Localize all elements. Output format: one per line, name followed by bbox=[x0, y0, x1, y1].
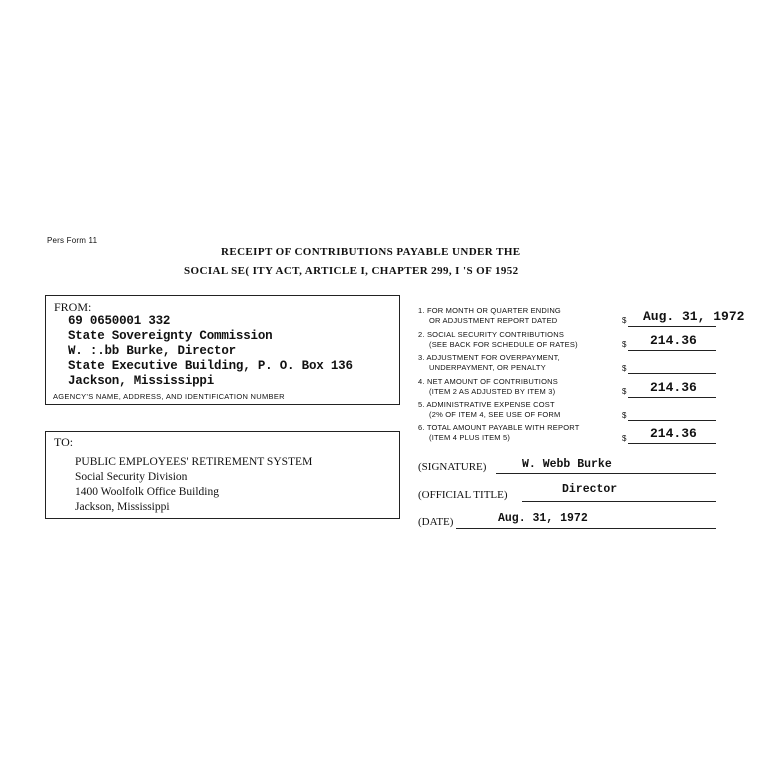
item-label-line2: (SEE BACK FOR SCHEDULE OF RATES) bbox=[429, 340, 578, 349]
to-box bbox=[45, 431, 400, 519]
date-value: Aug. 31, 1972 bbox=[498, 512, 588, 525]
date-line bbox=[456, 528, 716, 529]
item-label-line2: (ITEM 2 AS ADJUSTED BY ITEM 3) bbox=[429, 387, 556, 396]
item-number: 5. bbox=[418, 400, 425, 409]
item-2 bbox=[418, 330, 578, 350]
item-1-value: Aug. 31, 1972 bbox=[643, 309, 745, 324]
item-label-line1: ADMINISTRATIVE EXPENSE COST bbox=[426, 400, 555, 409]
form-title-line-2: SOCIAL SE( ITY ACT, ARTICLE I, CHAPTER 299, I 'S OF 1952 bbox=[184, 265, 519, 277]
recipient-division: Social Security Division bbox=[75, 471, 188, 483]
form-number: Pers Form 11 bbox=[47, 236, 98, 245]
item-label-line1: SOCIAL SECURITY CONTRIBUTIONS bbox=[426, 330, 565, 339]
item-4-value: 214.36 bbox=[650, 380, 697, 395]
item-label-line2: OR ADJUSTMENT REPORT DATED bbox=[429, 316, 558, 325]
item-number: 4. bbox=[418, 377, 425, 386]
item-1-line bbox=[628, 326, 716, 327]
currency-symbol: $ bbox=[622, 340, 627, 349]
from-label: FROM: bbox=[54, 300, 92, 314]
from-box bbox=[45, 295, 400, 405]
agency-city: Jackson, Mississippi bbox=[68, 374, 215, 388]
item-4-line bbox=[628, 397, 716, 398]
item-label-line2: (ITEM 4 PLUS ITEM 5) bbox=[429, 433, 511, 442]
official-title-line bbox=[522, 501, 716, 502]
item-6-value: 214.36 bbox=[650, 426, 697, 441]
item-number: 2. bbox=[418, 330, 425, 339]
signature-value: W. Webb Burke bbox=[522, 458, 612, 471]
agency-director: W. :.bb Burke, Director bbox=[68, 344, 236, 358]
item-6-line bbox=[628, 443, 716, 444]
form-title-line-1: RECEIPT OF CONTRIBUTIONS PAYABLE UNDER THE bbox=[221, 246, 521, 258]
item-3 bbox=[418, 353, 560, 373]
item-3-line bbox=[628, 373, 716, 374]
item-2-value: 214.36 bbox=[650, 333, 697, 348]
item-1 bbox=[418, 306, 561, 326]
currency-symbol: $ bbox=[622, 411, 627, 420]
item-label-line1: ADJUSTMENT FOR OVERPAYMENT, bbox=[426, 353, 560, 362]
from-caption: AGENCY'S NAME, ADDRESS, AND IDENTIFICATION NUMBER bbox=[53, 392, 285, 401]
to-label: TO: bbox=[54, 435, 74, 449]
official-title-value: Director bbox=[562, 483, 618, 496]
item-label-line1: NET AMOUNT OF CONTRIBUTIONS bbox=[426, 377, 558, 386]
signature-line bbox=[496, 473, 716, 474]
currency-symbol: $ bbox=[622, 364, 627, 373]
item-label-line1: FOR MONTH OR QUARTER ENDING bbox=[426, 306, 561, 315]
agency-name: State Sovereignty Commission bbox=[68, 329, 273, 343]
item-6 bbox=[418, 423, 580, 443]
item-number: 6. bbox=[418, 423, 425, 432]
item-4 bbox=[418, 377, 558, 397]
item-number: 1. bbox=[418, 306, 425, 315]
agency-address: State Executive Building, P. O. Box 136 bbox=[68, 359, 353, 373]
recipient-building: 1400 Woolfolk Office Building bbox=[75, 486, 219, 498]
recipient-name: PUBLIC EMPLOYEES' RETIREMENT SYSTEM bbox=[75, 456, 313, 468]
official-title-label: (OFFICIAL TITLE) bbox=[418, 489, 508, 501]
item-label-line2: UNDERPAYMENT, OR PENALTY bbox=[429, 363, 546, 372]
currency-symbol: $ bbox=[622, 387, 627, 396]
agency-id-number: 69 0650001 332 bbox=[68, 314, 171, 328]
item-2-line bbox=[628, 350, 716, 351]
item-5-line bbox=[628, 420, 716, 421]
signature-label: (SIGNATURE) bbox=[418, 461, 487, 473]
item-number: 3. bbox=[418, 353, 425, 362]
date-label: (DATE) bbox=[418, 516, 454, 528]
recipient-city: Jackson, Mississippi bbox=[75, 501, 170, 513]
item-label-line2: (2% OF ITEM 4, SEE USE OF FORM bbox=[429, 410, 561, 419]
item-5 bbox=[418, 400, 560, 420]
currency-symbol: $ bbox=[622, 434, 627, 443]
item-label-line1: TOTAL AMOUNT PAYABLE WITH REPORT bbox=[426, 423, 580, 432]
currency-symbol: $ bbox=[622, 316, 627, 325]
